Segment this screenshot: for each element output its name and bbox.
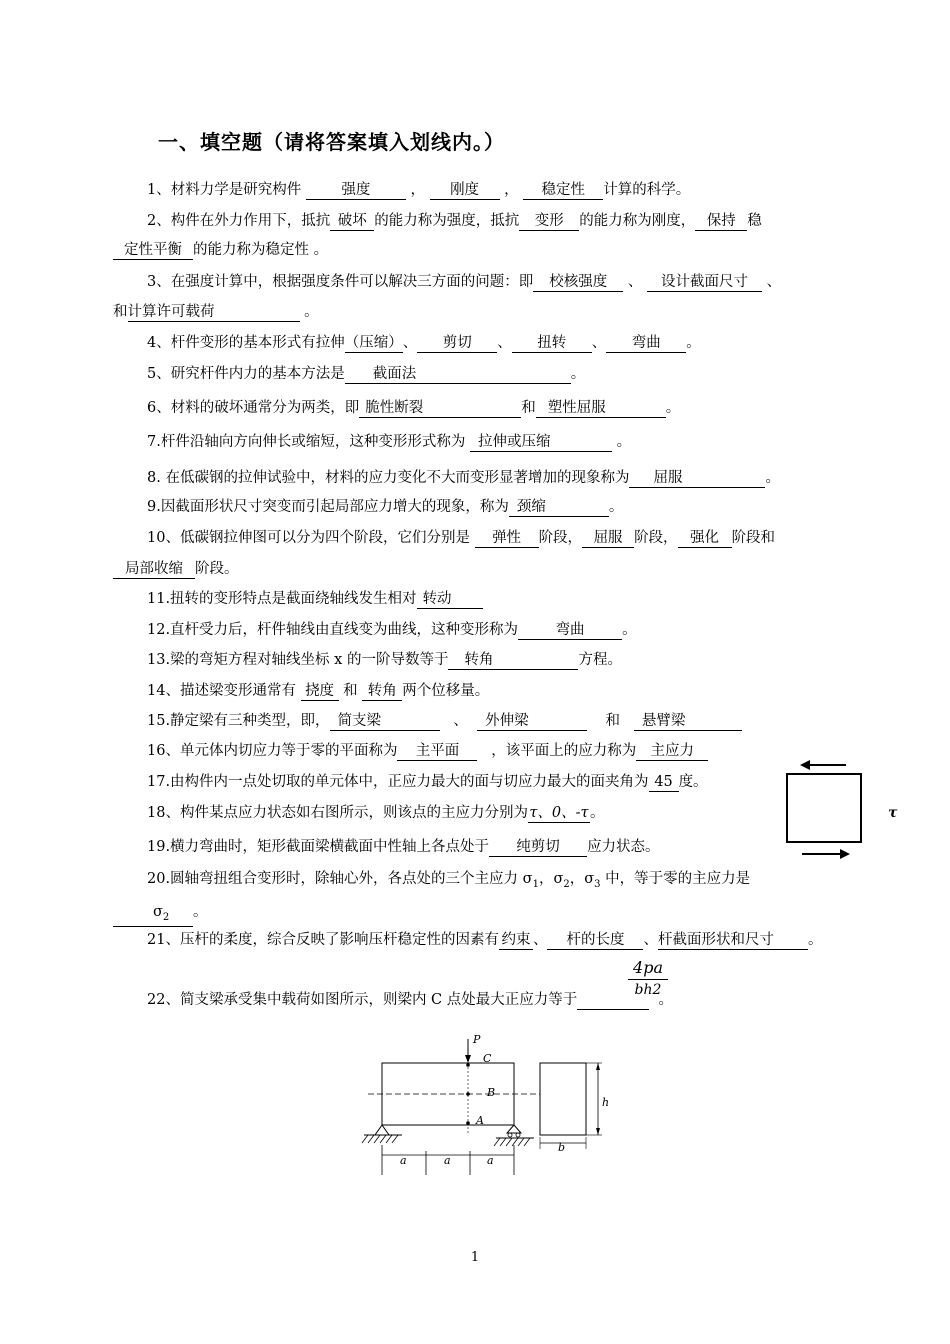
section-title: 一、填空题（请将答案填入划线内。） (158, 130, 505, 154)
answer-blank: 杆截面形状和尺寸 (658, 932, 808, 950)
answer-blank: 主应力 (636, 743, 708, 761)
label-p: P (473, 1033, 481, 1046)
beam-diagram (350, 1025, 620, 1185)
answer-blank: 弹性 (475, 530, 539, 548)
question-21: 21、压杆的柔度，综合反映了影响压杆稳定性的因素有 约束 、 杆的长度 、杆截面形状和尺寸 。 (147, 932, 823, 948)
point-b (466, 1092, 470, 1096)
answer-blank: 外伸梁 (477, 713, 587, 731)
question-6: 6、材料的破坏通常分为两类，即 脆性断裂 和 塑性屈服 。 (147, 400, 681, 416)
label-a-seg-2: a (444, 1154, 451, 1167)
answer-blank: 转角 (362, 683, 402, 701)
label-c: C (483, 1052, 492, 1065)
question-10-cont: 局部收缩 阶段。 (113, 559, 239, 579)
answer-blank: 计算许可载荷 (128, 304, 300, 322)
question-19: 19.横力弯曲时，矩形截面梁横截面中性轴上各点处于 纯剪切 应力状态。 (147, 839, 660, 855)
right-hatch (494, 1138, 530, 1146)
question-3: 3、在强度计算中，根据强度条件可以解决三方面的问题：即 校核强度 、 设计截面尺寸 、 (147, 274, 782, 290)
answer-blank: 45 (649, 774, 679, 792)
question-11: 11.扭转的变形特点是截面绕轴线发生相对 转动 (147, 589, 483, 609)
question-4: 4、杆件变形的基本形式有拉伸（压缩）、 剪切 、 扭转 、 弯曲 。 (147, 335, 701, 351)
label-a-seg-1: a (400, 1154, 407, 1167)
answer-blank: 弯曲 (518, 622, 622, 640)
answer-blank: 强度 (306, 182, 406, 200)
question-18: 18、构件某点应力状态如右图所示，则该点的主应力分别为τ、0、-τ。 (147, 805, 605, 821)
question-14: 14、描述梁变形通常有 挠度 和 转角 两个位移量。 (147, 683, 490, 699)
question-2-cont: 定性平衡 的能力称为稳定性 。 (113, 240, 328, 260)
answer-blank: 转角 (448, 652, 578, 670)
label-b-width: b (558, 1141, 566, 1154)
question-22: 22、简支梁承受集中载荷如图所示，则梁内 C 点处最大正应力等于 。 (147, 992, 673, 1008)
left-hatch (362, 1135, 398, 1143)
answer-blank: 设计截面尺寸 (647, 274, 762, 292)
answer-blank: 悬臂梁 (634, 713, 742, 731)
label-h: h (602, 1096, 610, 1109)
load-arrow-head (465, 1055, 471, 1063)
answer-blank: $\sigma_2$ (113, 904, 193, 927)
answer-blank: 主平面 (397, 743, 477, 761)
answer-blank: 刚度 (430, 182, 500, 200)
left-support (375, 1125, 389, 1135)
label-a-seg-3: a (487, 1154, 494, 1167)
answer-blank: 变形 (519, 213, 579, 231)
question-7: 7.杆件沿轴向方向伸长或缩短，这种变形形式称为 拉伸或压缩 。 (147, 434, 632, 450)
point-c (466, 1063, 470, 1067)
question-20: 20.圆轴弯扭组合变形时，除轴心外，各点处的三个主应力 $\sigma_1$，$\sigma_2$，$\sigma_3$ 中，等于零的主应力是 (147, 871, 751, 890)
answer-blank: 简支梁 (330, 713, 440, 731)
answer-blank: 脆性断裂 (359, 400, 521, 418)
question-5: 5、研究杆件内力的基本方法是 截面法 。 (147, 366, 586, 382)
answer-fraction (628, 958, 668, 1000)
answer-blank: 扭转 (512, 335, 592, 353)
answer-blank: 弯曲 (606, 335, 686, 353)
cross-section (540, 1063, 586, 1135)
answer-blank: 剪切 (417, 335, 497, 353)
question-2: 2、构件在外力作用下，抵抗 破坏 的能力称为强度，抵抗 变形 的能力称为刚度， 保持 稳 (147, 213, 762, 229)
answer-blank: （压缩） (344, 335, 403, 351)
question-1: 1、材料力学是研究构件 强度 ， 刚度 ， 稳定性 计算的科学。 (147, 182, 691, 198)
shear-arrow-top (800, 758, 850, 772)
page-number: 1 (470, 1250, 480, 1265)
answer-blank: 转动 (417, 591, 483, 609)
question-8: 8. 在低碳钢的拉伸试验中，材料的应力变化不大而变形显著增加的现象称为 屈服 。 (147, 470, 780, 486)
answer-blank: 定性平衡 (113, 242, 193, 260)
answer-blank: 约束 (499, 932, 533, 950)
answer-blank: 颈缩 (509, 499, 609, 517)
question-16: 16、单元体内切应力等于零的平面称为 主平面 ，该平面上的应力称为 主应力 (147, 741, 708, 761)
fraction-numerator: 4pa (628, 958, 668, 980)
label-a: A (476, 1114, 484, 1127)
answer-blank: 强化 (678, 530, 732, 548)
answer-blank: 局部收缩 (113, 561, 195, 579)
answer-blank: 屈服 (582, 530, 634, 548)
answer-blank: 保持 (695, 213, 747, 231)
answer-blank: 屈服 (629, 470, 765, 488)
question-3-cont: 和计算许可载荷 。 (113, 304, 319, 320)
question-15: 15.静定梁有三种类型，即， 简支梁 、 外伸梁 和 悬臂梁 (147, 711, 742, 731)
question-17: 17.由构件内一点处切取的单元体中，正应力最大的面与切应力最大的面夹角为 45 度。 (147, 774, 708, 790)
roller (516, 1133, 520, 1137)
answer-blank: 杆的长度 (547, 932, 643, 950)
shear-arrow-bottom (800, 847, 850, 861)
roller (508, 1133, 512, 1137)
question-10: 10、低碳钢拉伸图可以分为四个阶段，它们分别是 弹性 阶段， 屈服 阶段， 强化 阶段和 (147, 530, 776, 546)
answer-blank: 塑性屈服 (536, 400, 666, 418)
label-b: B (487, 1086, 496, 1099)
answer-blank: 挠度 (301, 683, 339, 701)
fraction-denominator: bh2 (634, 982, 662, 998)
question-9: 9.因截面形状尺寸突变而引起局部应力增大的现象，称为 颈缩 。 (147, 499, 624, 515)
answer-blank: 稳定性 (523, 182, 603, 200)
answer-blank: 纯剪切 (489, 839, 587, 857)
question-12: 12.直杆受力后，杆件轴线由直线变为曲线，这种变形称为 弯曲 。 (147, 622, 637, 638)
question-20-cont: $\sigma_2$ 。 (113, 902, 208, 927)
answer-blank: 破坏 (330, 213, 374, 231)
stress-element-box (786, 773, 862, 843)
answer-blank: τ、0、-τ (529, 805, 589, 821)
tau-label: τ (888, 805, 898, 821)
answer-blank: 校核强度 (533, 274, 623, 292)
answer-blank: 截面法 (345, 366, 571, 384)
point-a (466, 1121, 470, 1125)
right-support (507, 1125, 521, 1133)
question-13: 13.梁的弯矩方程对轴线坐标 x 的一阶导数等于 转角 方程。 (147, 652, 622, 668)
answer-blank: 拉伸或压缩 (470, 434, 612, 452)
